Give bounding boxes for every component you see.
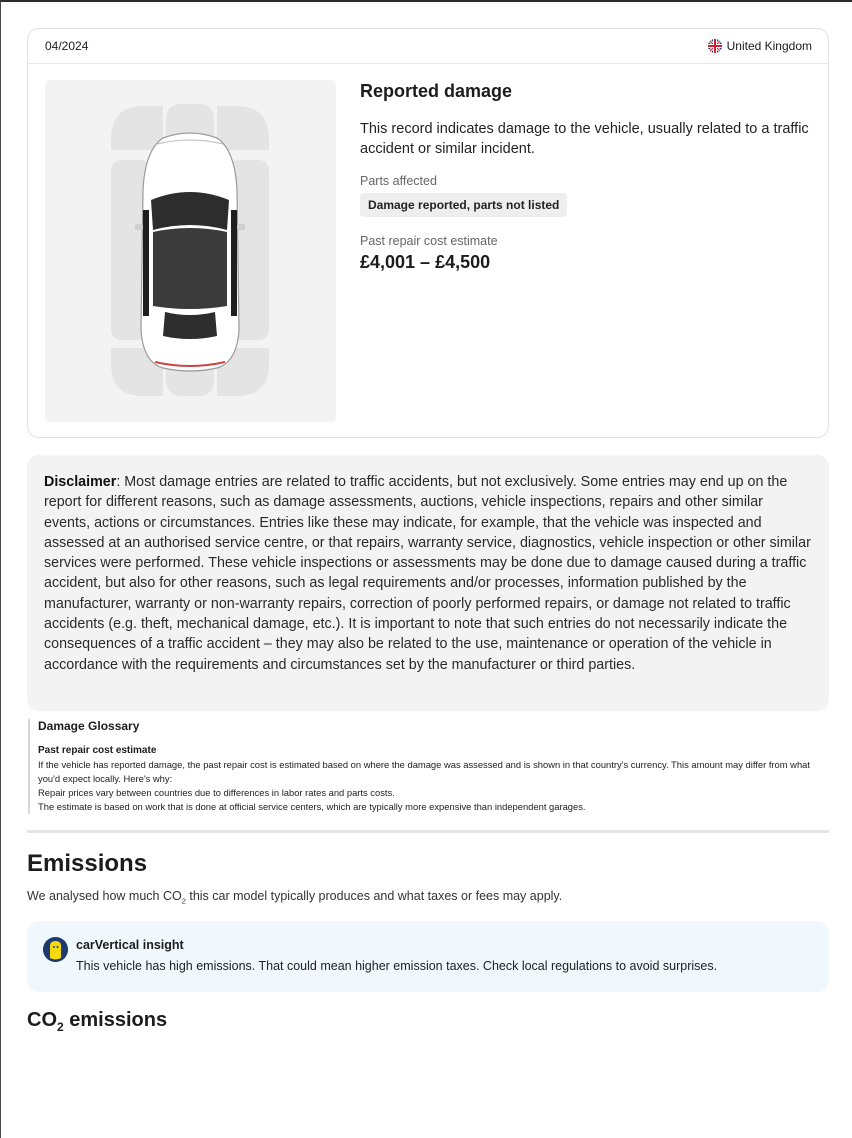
emissions-description: We analysed how much $CO_2$ this car model typically produces and what taxes or fees may apply.: [27, 889, 563, 906]
carvertical-insight-box: [27, 921, 829, 992]
car-top-view-icon: [135, 133, 245, 371]
country-name: United Kingdom: [726, 39, 812, 53]
glossary-line-1: If the vehicle has reported damage, the past repair cost is estimated based on where the damage was assessed and is shown in that country's currency. This amount may differ from what you'd expect locally. Here's why:: [38, 759, 810, 784]
glossary-title: Damage Glossary: [38, 719, 140, 733]
damage-info: [360, 79, 810, 273]
carvertical-insight-icon: [43, 937, 68, 962]
disclaimer-text: : Most damage entries are related to traffic accidents, but not exclusively. Some entries may end up on the report for different reasons, such as damage assessments, auctions, vehicle inspections, repairs and other similar events, actions or circumstances. Entries like these may indicate, for example, that the vehicle was inspected and assessed at an authorised service centre, or that repairs, warranty service, diagnostics, vehicle inspection or other similar services were performed. These vehicle inspections or assessments may be done due to damage caused during a traffic accident, but also for other reasons, such as legal requirements and/or processes, information published by the manufacturer, warranty or non-warranty repairs, correction of poorly performed repairs, or damage not related to traffic accidents (e.g. theft, mechanical damage, etc.). It is important to note that such entries do not necessarily indicate the consequences of a traffic accident – they may also be related to the use, maintenance or operation of the vehicle in accordance with the requirements and circumstances set by the manufacturer or third parties.: [44, 474, 811, 673]
record-country: [708, 39, 812, 53]
record-header: [28, 29, 828, 64]
glossary-term: Past repair cost estimate: [38, 745, 157, 756]
zone-front-right: [217, 106, 269, 150]
repair-cost-value: £4,001 – £4,500: [360, 252, 491, 272]
car-damage-diagram: [45, 80, 336, 422]
damage-title: Reported damage: [360, 81, 513, 101]
damage-description: This record indicates damage to the vehicle, usually related to a traffic accident or similar incident.: [360, 121, 809, 157]
uk-flag-icon: [708, 39, 722, 53]
insight-title: carVertical insight: [76, 938, 184, 952]
parts-affected-label: Parts affected: [360, 174, 437, 188]
insight-text: This vehicle has high emissions. That could mean higher emission taxes. Check local regulations to avoid surprises.: [76, 959, 718, 973]
repair-cost-label: Past repair cost estimate: [360, 234, 498, 248]
emissions-title: Emissions: [27, 850, 148, 877]
disclaimer-box: [27, 455, 829, 711]
glossary-line-2: Repair prices vary between countries due to differences in labor rates and parts costs.: [38, 787, 395, 798]
damage-glossary: [28, 719, 830, 814]
glossary-line-3: The estimate is based on work that is done at official service centers, which are typically more expensive than independent garages.: [38, 801, 586, 812]
parts-affected-chip: Damage reported, parts not listed: [360, 193, 567, 217]
disclaimer-heading: Disclaimer: [44, 474, 117, 490]
damage-record-card: [27, 28, 829, 438]
section-divider: [27, 830, 829, 833]
zone-front-left: [111, 106, 163, 150]
co2-emissions-title: $CO_2$ emissions: [27, 1009, 168, 1034]
record-date: 04/2024: [45, 39, 89, 53]
